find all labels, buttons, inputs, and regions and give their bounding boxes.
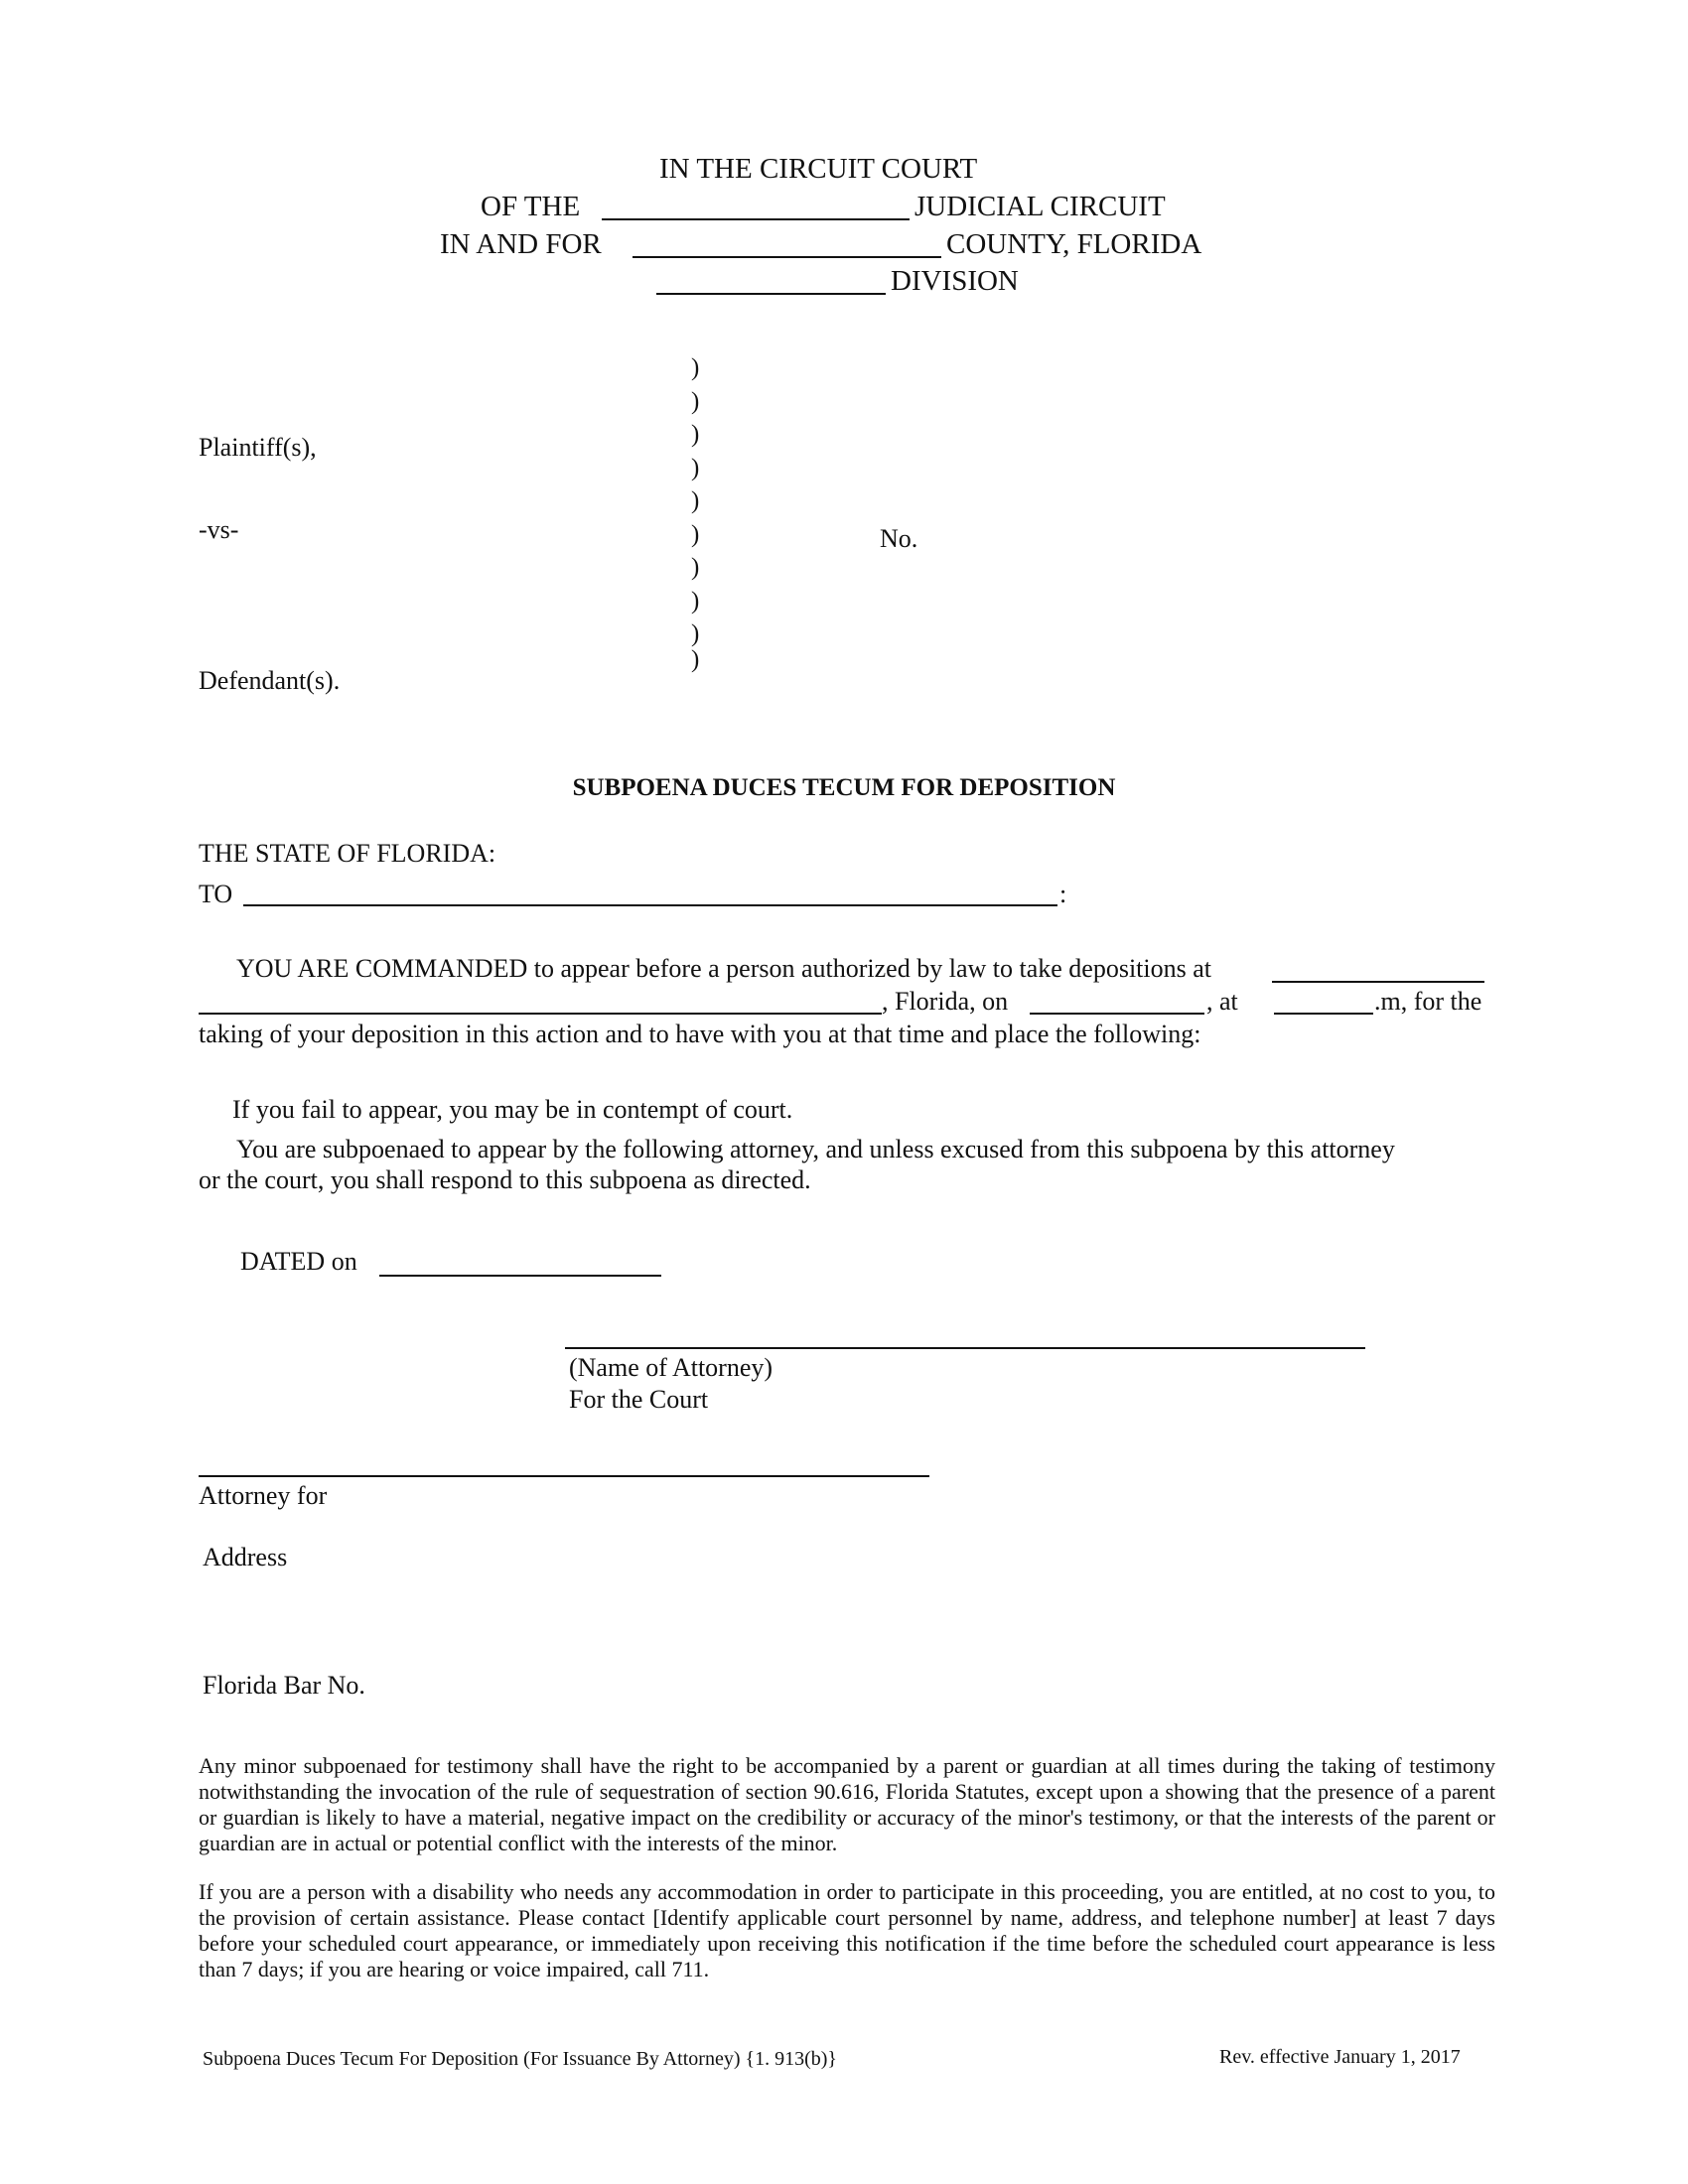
paren: ) xyxy=(691,521,700,548)
deposition-time-blank[interactable] xyxy=(1274,1013,1373,1015)
recipient-name-blank[interactable] xyxy=(243,904,1057,906)
form-footer-right: Rev. effective January 1, 2017 xyxy=(1219,2046,1461,2068)
attorney-signature-line[interactable] xyxy=(565,1347,1365,1349)
to-label: TO xyxy=(199,880,233,908)
deposition-date-blank[interactable] xyxy=(1030,1013,1204,1015)
plaintiff-label: Plaintiff(s), xyxy=(199,433,317,462)
paren: ) xyxy=(691,620,700,647)
division-blank[interactable] xyxy=(656,293,886,295)
florida-bar-no-label: Florida Bar No. xyxy=(203,1671,365,1700)
contempt-warning: If you fail to appear, you may be in contempt of court. xyxy=(232,1095,793,1124)
paren: ) xyxy=(691,588,700,614)
court-caption-line1: IN THE CIRCUIT COURT xyxy=(659,153,978,185)
disability-accommodation-notice: If you are a person with a disability who needs any accommodation in order to participate in this proceeding, you are entitled, at no cost to you, to the provision of certain assistance. Please contact [Identify applicable court personnel by name, address, and telephone number] at least 7 days before your scheduled court appearance, or immediately upon receiving this notification if the time before the scheduled court appearance is less than 7 days; if you are hearing or voice impaired, call 711. xyxy=(199,1879,1495,1981)
paren: ) xyxy=(691,354,700,381)
attorney-for-line[interactable] xyxy=(199,1475,929,1477)
defendant-label: Defendant(s). xyxy=(199,666,341,695)
state-of-florida: THE STATE OF FLORIDA: xyxy=(199,839,496,868)
attorney-for-label: Attorney for xyxy=(199,1481,328,1510)
paren: ) xyxy=(691,388,700,415)
subpoenaed-line-2: or the court, you shall respond to this subpoena as directed. xyxy=(199,1165,811,1194)
court-caption-division: DIVISION xyxy=(891,265,1019,297)
dated-label: DATED on xyxy=(240,1247,357,1276)
court-caption-in-and-for: IN AND FOR xyxy=(440,228,602,260)
paren: ) xyxy=(691,455,700,481)
to-colon: : xyxy=(1059,880,1067,908)
address-label: Address xyxy=(203,1543,288,1571)
command-florida-on: , Florida, on xyxy=(882,987,1009,1016)
attorney-name-label: (Name of Attorney) xyxy=(569,1353,774,1382)
court-caption-of-the: OF THE xyxy=(481,191,581,222)
deposition-location-blank-2[interactable] xyxy=(199,1013,882,1015)
command-line-1: YOU ARE COMMANDED to appear before a person authorized by law to take depositions at xyxy=(236,954,1211,983)
form-footer-left: Subpoena Duces Tecum For Deposition (For Issuance By Attorney) {1. 913(b)} xyxy=(203,2048,837,2070)
paren: ) xyxy=(691,646,700,673)
minor-testimony-notice: Any minor subpoenaed for testimony shall have the right to be accompanied by a parent or guardian at all times during the taking of testimony notwithstanding the invocation of the rule of sequestration of section 90.616, Florida Statutes, except upon a showing that the presence of a parent or guardian is likely to have a material, negative impact on the credibility or accuracy of the minor's testimony, or that the interests of the parent or guardian are in actual or potential conflict with the interests of the minor. xyxy=(199,1753,1495,1855)
county-blank[interactable] xyxy=(633,256,941,258)
court-caption-county: COUNTY, FLORIDA xyxy=(946,228,1202,260)
command-line-3: taking of your deposition in this action and to have with you at that time and place the following: xyxy=(199,1020,1201,1048)
versus-label: -vs- xyxy=(199,515,239,544)
subpoenaed-line-1: You are subpoenaed to appear by the following attorney, and unless excused from this subpoena by this attorney xyxy=(236,1135,1395,1163)
dated-blank[interactable] xyxy=(379,1275,661,1277)
court-caption-judicial-circuit: JUDICIAL CIRCUIT xyxy=(914,191,1166,222)
command-m-for-the: .m, for the xyxy=(1374,987,1482,1016)
document-title: SUBPOENA DUCES TECUM FOR DEPOSITION xyxy=(572,774,1116,801)
judicial-circuit-blank[interactable] xyxy=(602,218,910,220)
command-at: , at xyxy=(1206,987,1238,1016)
for-the-court-label: For the Court xyxy=(569,1385,709,1414)
paren: ) xyxy=(691,421,700,448)
deposition-location-blank-1[interactable] xyxy=(1272,981,1484,983)
paren: ) xyxy=(691,487,700,514)
case-number-label: No. xyxy=(880,524,918,553)
paren: ) xyxy=(691,554,700,581)
